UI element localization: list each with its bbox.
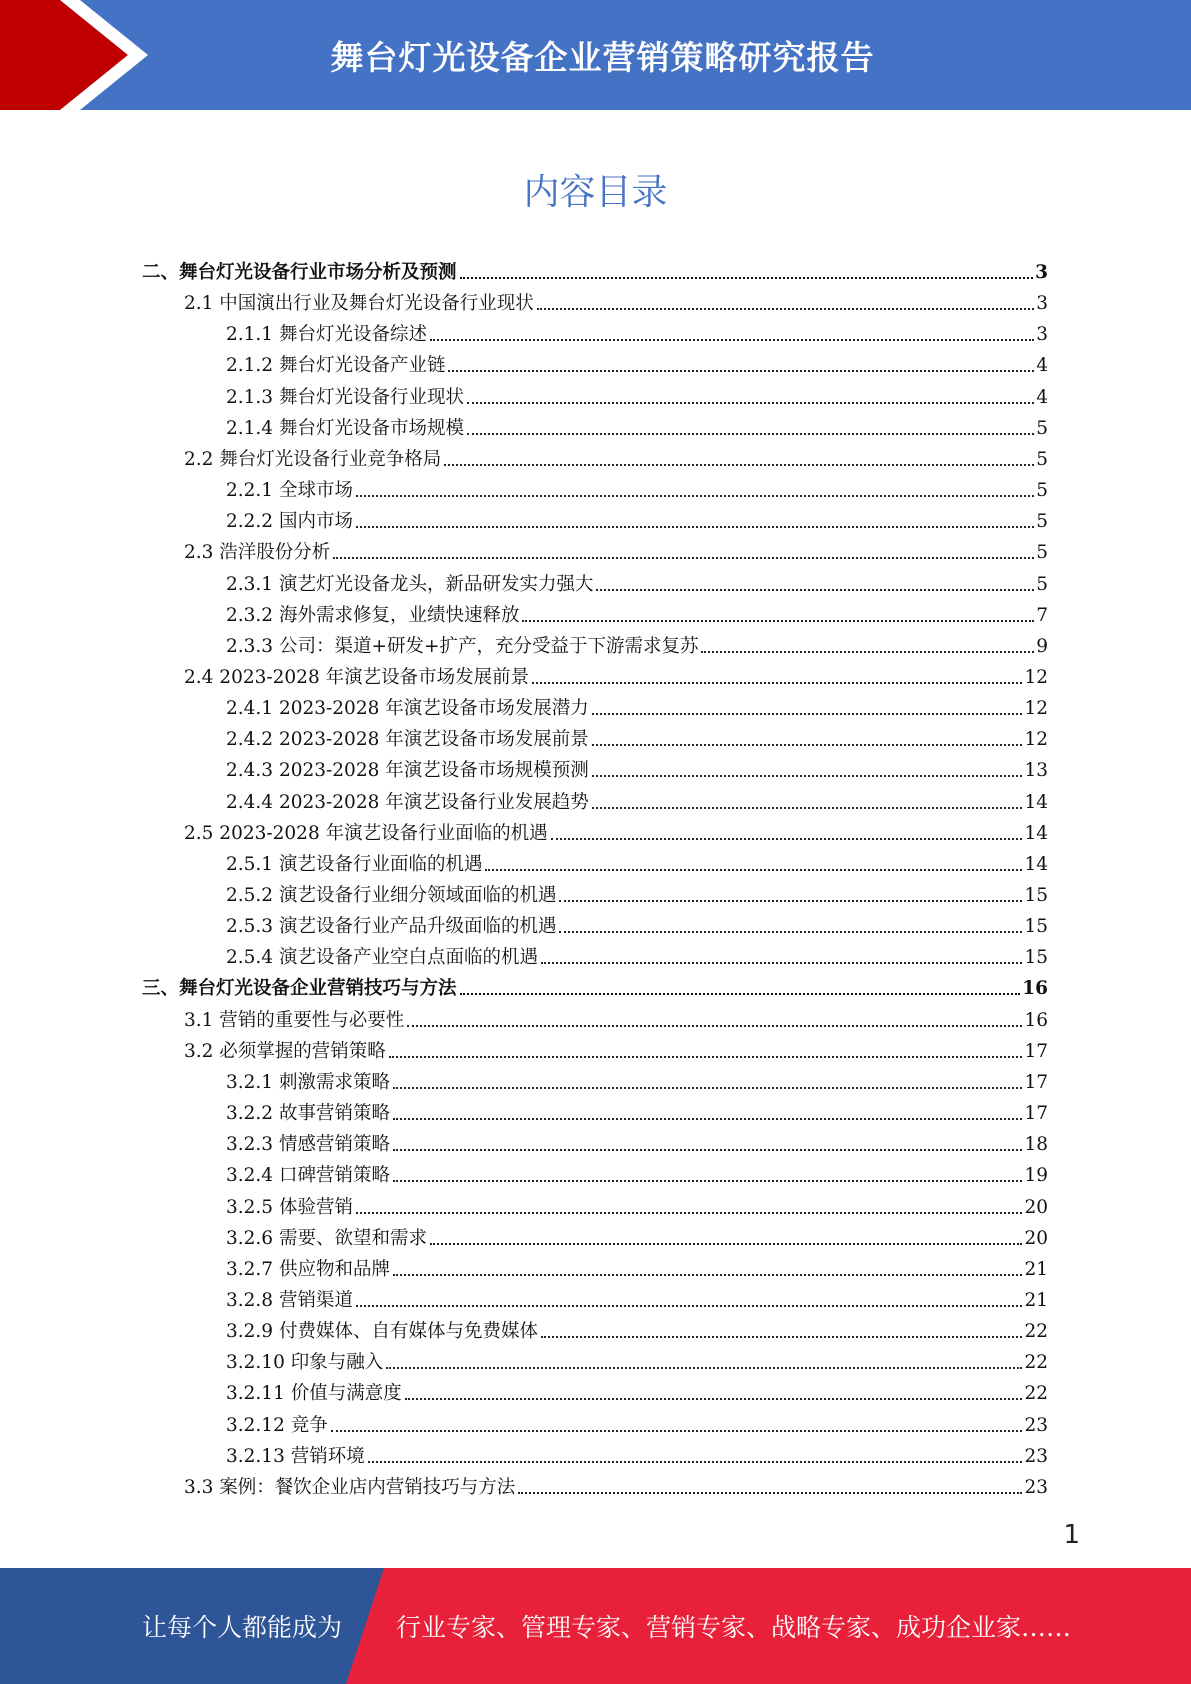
toc-entry[interactable] bbox=[226, 1219, 1048, 1250]
toc-dot-leader bbox=[430, 1243, 1022, 1245]
toc-entry-label: 3.2.3 情感营销策略 bbox=[226, 1134, 390, 1156]
toc-dot-leader bbox=[559, 900, 1022, 902]
toc-entry-label: 3.2.1 刺激需求策略 bbox=[226, 1071, 390, 1093]
toc-entry-page: 15 bbox=[1024, 885, 1048, 906]
toc-entry[interactable] bbox=[226, 1343, 1048, 1374]
toc-dot-leader bbox=[592, 713, 1023, 715]
toc-entry-label: 3.2.2 故事营销策略 bbox=[226, 1103, 390, 1125]
toc-entry-label: 3.2.8 营销渠道 bbox=[226, 1289, 353, 1311]
toc-dot-leader bbox=[460, 993, 1021, 995]
toc-entry-page: 7 bbox=[1036, 604, 1048, 626]
toc-entry[interactable] bbox=[226, 720, 1048, 751]
toc-entry-page: 3 bbox=[1036, 293, 1048, 315]
toc-dot-leader bbox=[551, 838, 1023, 840]
toc-entry[interactable] bbox=[226, 502, 1048, 533]
toc-entry-page: 3 bbox=[1035, 262, 1048, 283]
toc-dot-leader bbox=[333, 557, 1034, 559]
toc-entry-page: 23 bbox=[1024, 1414, 1048, 1436]
toc-entry[interactable] bbox=[226, 1156, 1048, 1187]
toc-entry-page: 16 bbox=[1024, 1009, 1048, 1031]
toc-entry-label: 2.5.3 演艺设备行业产品升级面临的机遇 bbox=[226, 916, 557, 938]
toc-entry-page: 5 bbox=[1036, 573, 1048, 595]
toc-entry[interactable] bbox=[226, 346, 1048, 377]
toc-entry-label: 3.2.10 印象与融入 bbox=[226, 1352, 384, 1374]
toc-dot-leader bbox=[389, 1056, 1023, 1058]
toc-entry-label: 2.1.3 舞台灯光设备行业现状 bbox=[226, 386, 464, 408]
toc-dot-leader bbox=[405, 1398, 1023, 1400]
toc-entry[interactable] bbox=[184, 1468, 1048, 1499]
toc-entry-page: 4 bbox=[1036, 355, 1048, 377]
toc-entry-page: 5 bbox=[1036, 511, 1048, 533]
toc-entry-label: 3.2.5 体验营销 bbox=[226, 1196, 353, 1218]
toc-entry-label: 3.2 必须掌握的营销策略 bbox=[184, 1040, 386, 1062]
toc-entry[interactable] bbox=[226, 689, 1048, 720]
toc-entry-page: 17 bbox=[1024, 1040, 1048, 1062]
toc-entry-label: 2.4.4 2023-2028 年演艺设备行业发展趋势 bbox=[226, 791, 589, 813]
toc-dot-leader bbox=[407, 1025, 1022, 1027]
toc-dot-leader bbox=[356, 526, 1034, 528]
toc-entry[interactable] bbox=[226, 1437, 1048, 1468]
toc-dot-leader bbox=[393, 1180, 1022, 1182]
footer-banner bbox=[0, 1568, 1191, 1684]
page-number: 1 bbox=[1063, 1520, 1080, 1550]
toc-entry-page: 12 bbox=[1024, 729, 1048, 751]
toc-entry-label: 3.2.7 供应物和品牌 bbox=[226, 1258, 390, 1280]
toc-entry[interactable] bbox=[142, 253, 1048, 284]
toc-entry[interactable] bbox=[226, 938, 1048, 969]
toc-entry-label: 3.2.13 营销环境 bbox=[226, 1445, 365, 1467]
toc-entry-label: 2.2 舞台灯光设备行业竞争格局 bbox=[184, 448, 442, 470]
toc-entry-label: 二、舞台灯光设备行业市场分析及预测 bbox=[142, 262, 457, 283]
toc-dot-leader bbox=[430, 339, 1034, 341]
toc-entry-label: 2.4 2023-2028 年演艺设备市场发展前景 bbox=[184, 666, 530, 688]
toc-entry[interactable] bbox=[226, 596, 1048, 627]
toc-entry-label: 2.4.3 2023-2028 年演艺设备市场规模预测 bbox=[226, 760, 589, 782]
footer-slogan-right: 行业专家、管理专家、营销专家、战略专家、成功企业家…… bbox=[396, 1613, 1072, 1642]
toc-entry[interactable] bbox=[226, 751, 1048, 782]
toc-dot-leader bbox=[592, 807, 1023, 809]
toc-entry[interactable] bbox=[226, 409, 1048, 440]
toc-entry-page: 12 bbox=[1024, 698, 1048, 720]
toc-entry[interactable] bbox=[184, 658, 1048, 689]
toc-dot-leader bbox=[592, 775, 1023, 777]
toc-entry-label: 2.3.2 海外需求修复，业绩快速释放 bbox=[226, 604, 520, 626]
toc-entry[interactable] bbox=[184, 1032, 1048, 1063]
toc-entry-page: 5 bbox=[1036, 480, 1048, 502]
toc-dot-leader bbox=[393, 1149, 1022, 1151]
toc-dot-leader bbox=[386, 1367, 1022, 1369]
toc-entry[interactable] bbox=[142, 969, 1048, 1000]
toc-entry-page: 3 bbox=[1036, 324, 1048, 346]
toc-dot-leader bbox=[393, 1087, 1022, 1089]
toc-entry[interactable] bbox=[226, 845, 1048, 876]
toc-entry-label: 3.2.9 付费媒体、自有媒体与免费媒体 bbox=[226, 1321, 538, 1343]
toc-entry-page: 18 bbox=[1024, 1134, 1048, 1156]
toc-entry[interactable] bbox=[184, 1001, 1048, 1032]
toc-entry-page: 15 bbox=[1024, 916, 1048, 938]
toc-entry[interactable] bbox=[184, 814, 1048, 845]
toc-entry[interactable] bbox=[226, 1312, 1048, 1343]
toc-entry-label: 2.3.3 公司：渠道+研发+扩产，充分受益于下游需求复苏 bbox=[226, 635, 699, 657]
toc-entry-label: 2.5.1 演艺设备行业面临的机遇 bbox=[226, 853, 483, 875]
toc-entry[interactable] bbox=[226, 315, 1048, 346]
toc-entry-page: 15 bbox=[1024, 947, 1048, 969]
toc-entry-page: 9 bbox=[1036, 635, 1048, 657]
toc-entry-page: 23 bbox=[1024, 1445, 1048, 1467]
toc-entry[interactable] bbox=[184, 533, 1048, 564]
toc-dot-leader bbox=[532, 682, 1022, 684]
toc-dot-leader bbox=[522, 620, 1034, 622]
toc-entry-label: 2.1.2 舞台灯光设备产业链 bbox=[226, 355, 446, 377]
toc-dot-leader bbox=[485, 869, 1022, 871]
toc-entry-page: 20 bbox=[1024, 1227, 1048, 1249]
toc-entry[interactable] bbox=[226, 783, 1048, 814]
toc-entry[interactable] bbox=[226, 565, 1048, 596]
toc-entry[interactable] bbox=[226, 1063, 1048, 1094]
toc-entry-page: 22 bbox=[1024, 1383, 1048, 1405]
toc-entry-page: 14 bbox=[1024, 822, 1048, 844]
toc-entry[interactable] bbox=[226, 1125, 1048, 1156]
toc-entry[interactable] bbox=[226, 1250, 1048, 1281]
toc-entry[interactable] bbox=[226, 876, 1048, 907]
toc-entry-label: 2.5.4 演艺设备产业空白点面临的机遇 bbox=[226, 947, 538, 969]
toc-dot-leader bbox=[518, 1492, 1022, 1494]
toc-entry[interactable] bbox=[226, 627, 1048, 658]
toc-entry-label: 2.3.1 演艺灯光设备龙头，新品研发实力强大 bbox=[226, 573, 594, 595]
report-title: 舞台灯光设备企业营销策略研究报告 bbox=[330, 37, 875, 77]
toc-entry[interactable] bbox=[226, 378, 1048, 409]
toc-dot-leader bbox=[356, 1305, 1023, 1307]
toc-entry-label: 2.1.4 舞台灯光设备市场规模 bbox=[226, 417, 464, 439]
toc-entry-label: 2.5 2023-2028 年演艺设备行业面临的机遇 bbox=[184, 822, 548, 844]
toc-entry-label: 2.4.2 2023-2028 年演艺设备市场发展前景 bbox=[226, 729, 589, 751]
toc-entry-page: 23 bbox=[1024, 1476, 1048, 1498]
toc-entry-label: 2.4.1 2023-2028 年演艺设备市场发展潜力 bbox=[226, 698, 589, 720]
toc-entry[interactable] bbox=[184, 284, 1048, 315]
toc-entry-page: 16 bbox=[1022, 978, 1048, 1000]
toc-entry-page: 19 bbox=[1024, 1165, 1048, 1187]
toc-entry-label: 3.2.12 竞争 bbox=[226, 1414, 328, 1436]
toc-dot-leader bbox=[596, 589, 1034, 591]
toc-entry[interactable] bbox=[226, 1094, 1048, 1125]
toc-entry-label: 3.2.6 需要、欲望和需求 bbox=[226, 1227, 427, 1249]
toc-dot-leader bbox=[592, 744, 1023, 746]
toc-entry-page: 21 bbox=[1024, 1258, 1048, 1280]
toc-entry-page: 14 bbox=[1024, 791, 1048, 813]
toc-dot-leader bbox=[448, 370, 1034, 372]
toc-entry-label: 三、舞台灯光设备企业营销技巧与方法 bbox=[142, 978, 457, 1000]
toc-dot-leader bbox=[393, 1118, 1022, 1120]
toc-entry-page: 13 bbox=[1024, 760, 1048, 782]
toc-entry[interactable] bbox=[226, 1188, 1048, 1219]
toc-dot-leader bbox=[331, 1430, 1023, 1432]
toc-entry[interactable] bbox=[226, 1281, 1048, 1312]
toc-entry-page: 5 bbox=[1036, 542, 1048, 564]
toc-entry-page: 4 bbox=[1036, 386, 1048, 408]
toc-dot-leader bbox=[368, 1461, 1023, 1463]
toc-dot-leader bbox=[541, 962, 1022, 964]
toc-entry-page: 5 bbox=[1036, 448, 1048, 470]
toc-entry[interactable] bbox=[226, 1406, 1048, 1437]
toc-entry-label: 3.3 案例：餐饮企业店内营销技巧与方法 bbox=[184, 1476, 516, 1498]
toc-entry-page: 14 bbox=[1024, 853, 1048, 875]
toc-entry-page: 5 bbox=[1036, 417, 1048, 439]
toc-dot-leader bbox=[541, 1336, 1022, 1338]
toc-entry-label: 2.2.1 全球市场 bbox=[226, 480, 353, 502]
toc-entry-label: 3.1 营销的重要性与必要性 bbox=[184, 1009, 405, 1031]
toc-entry-page: 17 bbox=[1024, 1103, 1048, 1125]
toc-dot-leader bbox=[701, 651, 1034, 653]
toc-entry-label: 2.1.1 舞台灯光设备综述 bbox=[226, 324, 427, 346]
toc-dot-leader bbox=[467, 402, 1034, 404]
toc-entry-page: 12 bbox=[1024, 666, 1048, 688]
toc-dot-leader bbox=[559, 931, 1022, 933]
toc-entry-label: 2.2.2 国内市场 bbox=[226, 511, 353, 533]
toc-entry[interactable] bbox=[226, 1374, 1048, 1405]
toc-entry-label: 3.2.4 口碑营销策略 bbox=[226, 1165, 390, 1187]
toc-dot-leader bbox=[537, 308, 1034, 310]
toc-entry-page: 21 bbox=[1024, 1289, 1048, 1311]
toc-entry-label: 2.5.2 演艺设备行业细分领域面临的机遇 bbox=[226, 885, 557, 906]
toc-entry-page: 20 bbox=[1024, 1196, 1048, 1218]
toc-entry[interactable] bbox=[184, 440, 1048, 471]
toc-entry-label: 2.1 中国演出行业及舞台灯光设备行业现状 bbox=[184, 293, 534, 315]
toc-entry-page: 22 bbox=[1024, 1352, 1048, 1374]
toc-dot-leader bbox=[467, 433, 1034, 435]
toc-entry-label: 2.3 浩洋股份分析 bbox=[184, 542, 331, 564]
toc-dot-leader bbox=[356, 1212, 1023, 1214]
toc-entry[interactable] bbox=[226, 471, 1048, 502]
toc-entry-page: 17 bbox=[1024, 1071, 1048, 1093]
footer-slogan-left: 让每个人都能成为 bbox=[142, 1613, 343, 1642]
header-banner bbox=[0, 0, 1191, 110]
toc-entry-label: 3.2.11 价值与满意度 bbox=[226, 1383, 402, 1405]
toc-entry-page: 22 bbox=[1024, 1321, 1048, 1343]
toc-dot-leader bbox=[460, 277, 1034, 279]
toc-dot-leader bbox=[444, 464, 1034, 466]
toc-dot-leader bbox=[356, 495, 1034, 497]
toc-entry[interactable] bbox=[226, 907, 1048, 938]
toc-dot-leader bbox=[393, 1274, 1022, 1276]
toc-heading: 内容目录 bbox=[523, 172, 668, 213]
